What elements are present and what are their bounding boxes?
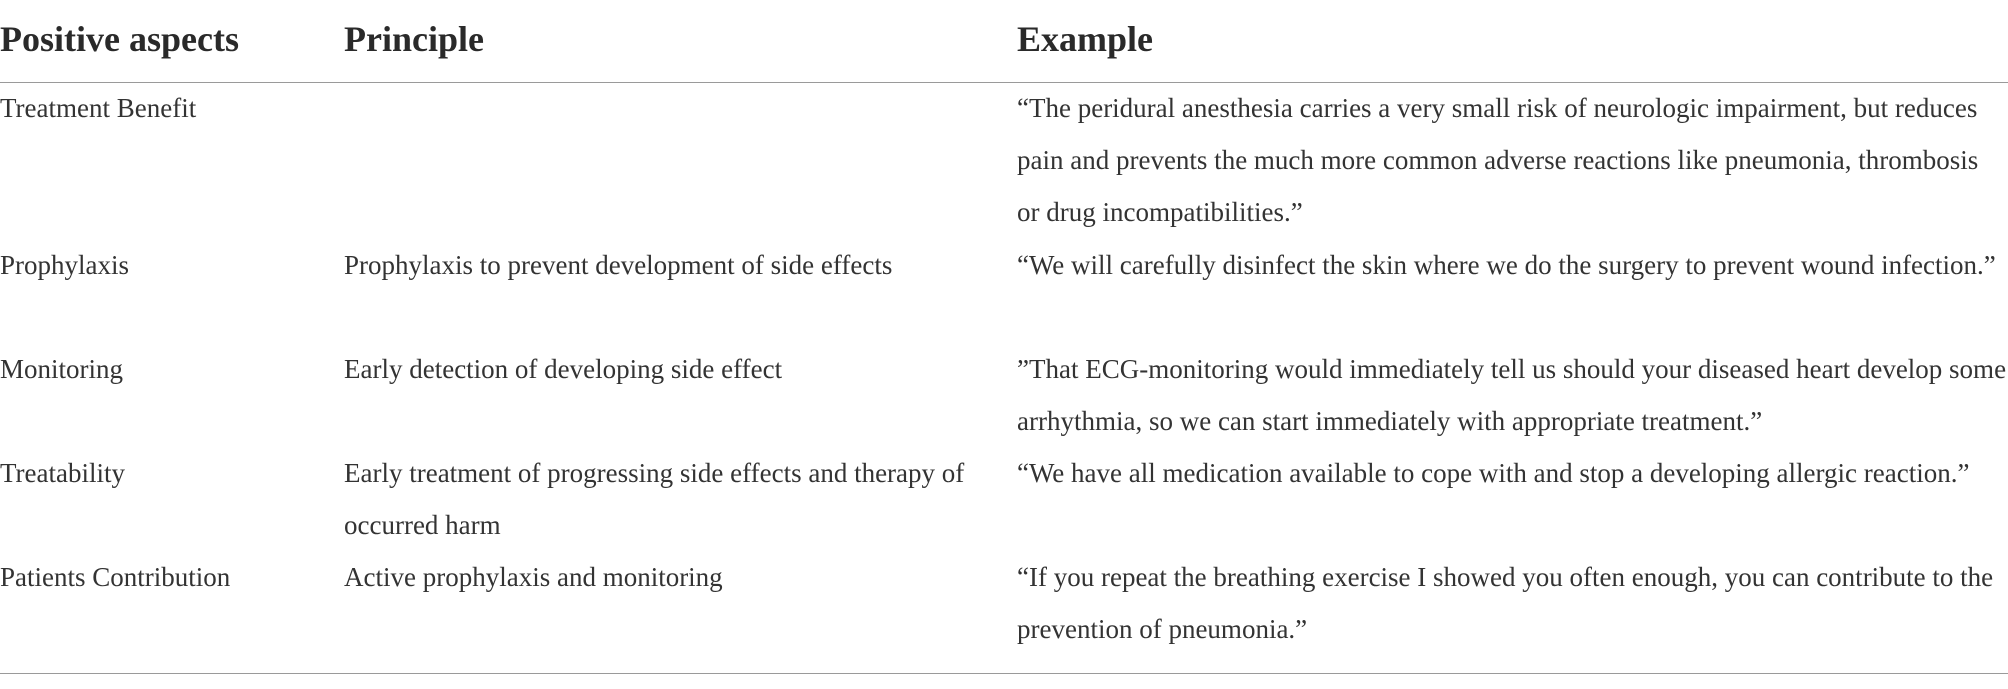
table-header-row [0, 0, 2008, 83]
table-row [0, 239, 2008, 343]
header-example: Example [1017, 19, 1154, 59]
cell-principle: Early treatment of progressing side effects and therapy of occurred harm [344, 458, 965, 540]
cell-principle: Active prophylaxis and monitoring [344, 562, 723, 592]
cell-aspect: Patients Contribution [0, 562, 231, 592]
header-principle: Principle [344, 19, 484, 59]
cell-example: “The peridural anesthesia carries a very small risk of neurologic impairment, but reduces pain and prevents the much more common adverse reactions like pneumonia, thrombosis or drug incompatibilities.” [1017, 93, 1979, 227]
cell-example: “We have all medication available to cope with and stop a developing allergic reaction.” [1017, 458, 1970, 488]
cell-principle: Early detection of developing side effect [344, 354, 783, 384]
cell-aspect: Treatment Benefit [0, 93, 197, 123]
cell-aspect: Prophylaxis [0, 250, 130, 280]
table-row [0, 551, 2008, 655]
table-row [0, 343, 2008, 447]
cell-example: ”That ECG-monitoring would immediately tell us should your diseased heart develop some arrhythmia, so we can start immediately with appropriate treatment.” [1017, 354, 2007, 436]
cell-aspect: Monitoring [0, 354, 124, 384]
header-positive-aspects: Positive aspects [0, 19, 239, 59]
table-row [0, 447, 2008, 551]
cell-principle: Prophylaxis to prevent development of side effects [344, 250, 893, 280]
cell-example: “We will carefully disinfect the skin where we do the surgery to prevent wound infection.” [1017, 250, 1996, 280]
table-bottom-rule [0, 673, 2008, 674]
cell-example: “If you repeat the breathing exercise I showed you often enough, you can contribute to the prevention of pneumonia.” [1017, 562, 1994, 644]
cell-aspect: Treatability [0, 458, 125, 488]
table-row [0, 82, 2008, 239]
